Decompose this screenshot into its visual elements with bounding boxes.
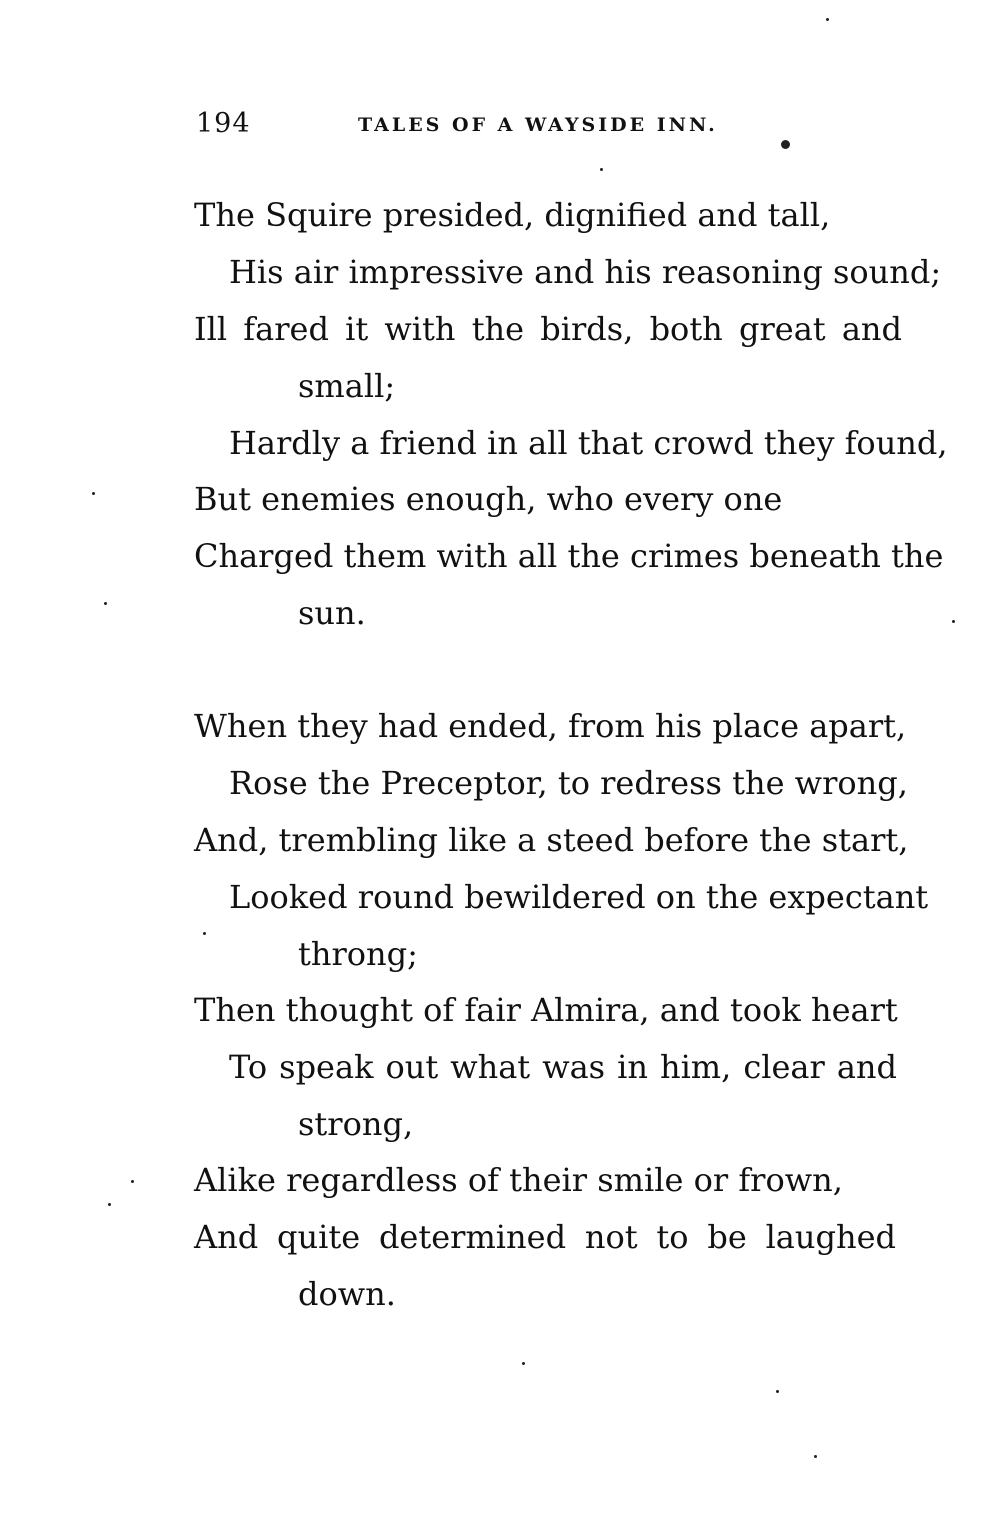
verse-line: Then thought of fair Almira, and took heart [194, 991, 898, 1029]
verse-line: When they had ended, from his place apart, [194, 707, 907, 745]
verse-line: His air impressive and his reasoning sound; [229, 253, 942, 291]
verse-line: The Squire presided, dignified and tall, [194, 196, 831, 234]
verse-line: Ill fared it with the birds, both great and [194, 310, 902, 348]
scan-speck [814, 1455, 817, 1458]
verse-line: Charged them with all the crimes beneath the [194, 537, 944, 575]
verse-line: Rose the Preceptor, to redress the wrong, [229, 764, 908, 802]
scan-speck [131, 1180, 134, 1183]
page-header [196, 108, 796, 148]
scan-speck [92, 492, 95, 495]
verse-line: And, trembling like a steed before the start, [194, 821, 909, 859]
running-head: TALES OF A WAYSIDE INN. [358, 114, 718, 136]
verse-line: down. [298, 1275, 396, 1313]
scan-speck [522, 1362, 525, 1365]
scan-speck [108, 1203, 111, 1206]
scan-speck [776, 1390, 779, 1393]
verse-line: strong, [298, 1105, 414, 1143]
page-number: 194 [196, 108, 251, 139]
scan-speck [600, 168, 603, 171]
scan-speck [781, 140, 790, 149]
verse-line: Alike regardless of their smile or frown, [194, 1161, 843, 1199]
scan-speck [952, 620, 955, 623]
verse-line: To speak out what was in him, clear and [229, 1048, 897, 1086]
verse-line: Hardly a friend in all that crowd they found, [229, 424, 948, 462]
verse-line: small; [298, 367, 396, 405]
verse-line: But enemies enough, who every one [194, 480, 783, 518]
verse-line: And quite determined not to be laughed [194, 1218, 896, 1256]
scan-speck [826, 18, 829, 21]
scan-speck [104, 602, 107, 605]
verse-line: throng; [298, 935, 418, 973]
verse-line: Looked round bewildered on the expectant [229, 878, 929, 916]
scan-speck [203, 932, 206, 935]
verse-line: sun. [298, 594, 366, 632]
